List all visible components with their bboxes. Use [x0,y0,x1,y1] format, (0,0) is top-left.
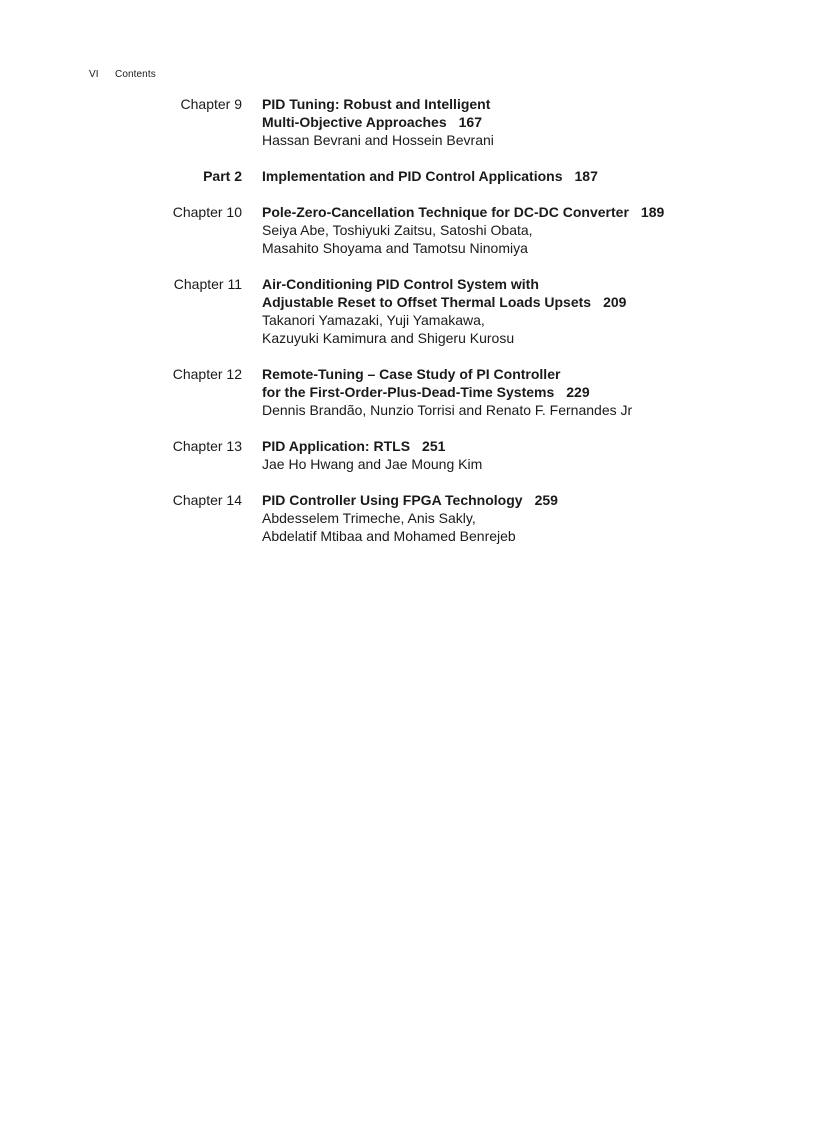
entry-authors: Abdesselem Trimeche, Anis Sakly, [262,510,476,526]
running-head [89,69,156,80]
entry-authors: Hassan Bevrani and Hossein Bevrani [262,132,494,148]
entry-title-line: Multi-Objective Approaches [262,114,447,130]
entry-label: Chapter 12 [172,366,242,382]
entry-page-number: 259 [534,492,558,508]
toc-entry-part-2[interactable] [0,167,816,185]
toc-entry-chapter-14[interactable] [0,491,816,545]
entry-label: Chapter 14 [172,492,242,508]
toc-entry-chapter-13[interactable] [0,437,816,473]
entry-title-line: Air-Conditioning PID Control System with [262,276,539,292]
entry-authors: Masahito Shoyama and Tamotsu Ninomiya [262,240,528,256]
entry-title-line: for the First-Order-Plus-Dead-Time Systems [262,384,555,400]
table-of-contents [0,95,816,563]
entry-label: Chapter 13 [172,438,242,454]
entry-authors: Dennis Brandão, Nunzio Torrisi and Renato F. Fernandes Jr [262,402,633,418]
toc-entry-chapter-10[interactable] [0,203,816,257]
entry-page-number: 187 [574,168,598,184]
page-number: VI [89,69,99,80]
entry-title-line: PID Application: RTLS [262,438,411,454]
entry-title-line: PID Tuning: Robust and Intelligent [262,96,491,112]
entry-title-line: PID Controller Using FPGA Technology [262,492,523,508]
entry-page-number: 189 [640,204,665,220]
toc-entry-chapter-11[interactable] [0,275,816,347]
entry-authors: Seiya Abe, Toshiyuki Zaitsu, Satoshi Obata, [262,222,533,238]
entry-title-line: Adjustable Reset to Offset Thermal Loads Upsets [262,294,592,310]
entry-authors: Kazuyuki Kamimura and Shigeru Kurosu [262,330,515,346]
entry-label: Part 2 [203,168,242,184]
entry-page-number: 229 [566,384,590,400]
entry-title-line: Implementation and PID Control Applications [262,168,563,184]
entry-authors: Takanori Yamazaki, Yuji Yamakawa, [262,312,485,328]
entry-page-number: 251 [422,438,446,454]
toc-entry-chapter-9[interactable] [0,95,816,149]
entry-authors: Jae Ho Hwang and Jae Moung Kim [262,456,483,472]
entry-page-number: 209 [603,294,627,310]
entry-label: Chapter 10 [172,204,242,220]
entry-label: Chapter 9 [180,96,242,112]
entry-title-line: Remote-Tuning – Case Study of PI Controller [262,366,561,382]
entry-title-line: Pole-Zero-Cancellation Technique for DC-DC Converter [262,204,629,220]
entry-page-number: 167 [458,114,482,130]
toc-entry-chapter-12[interactable] [0,365,816,419]
running-head-title: Contents [115,69,156,80]
entry-authors: Abdelatif Mtibaa and Mohamed Benrejeb [262,528,516,544]
entry-label: Chapter 11 [173,276,242,292]
